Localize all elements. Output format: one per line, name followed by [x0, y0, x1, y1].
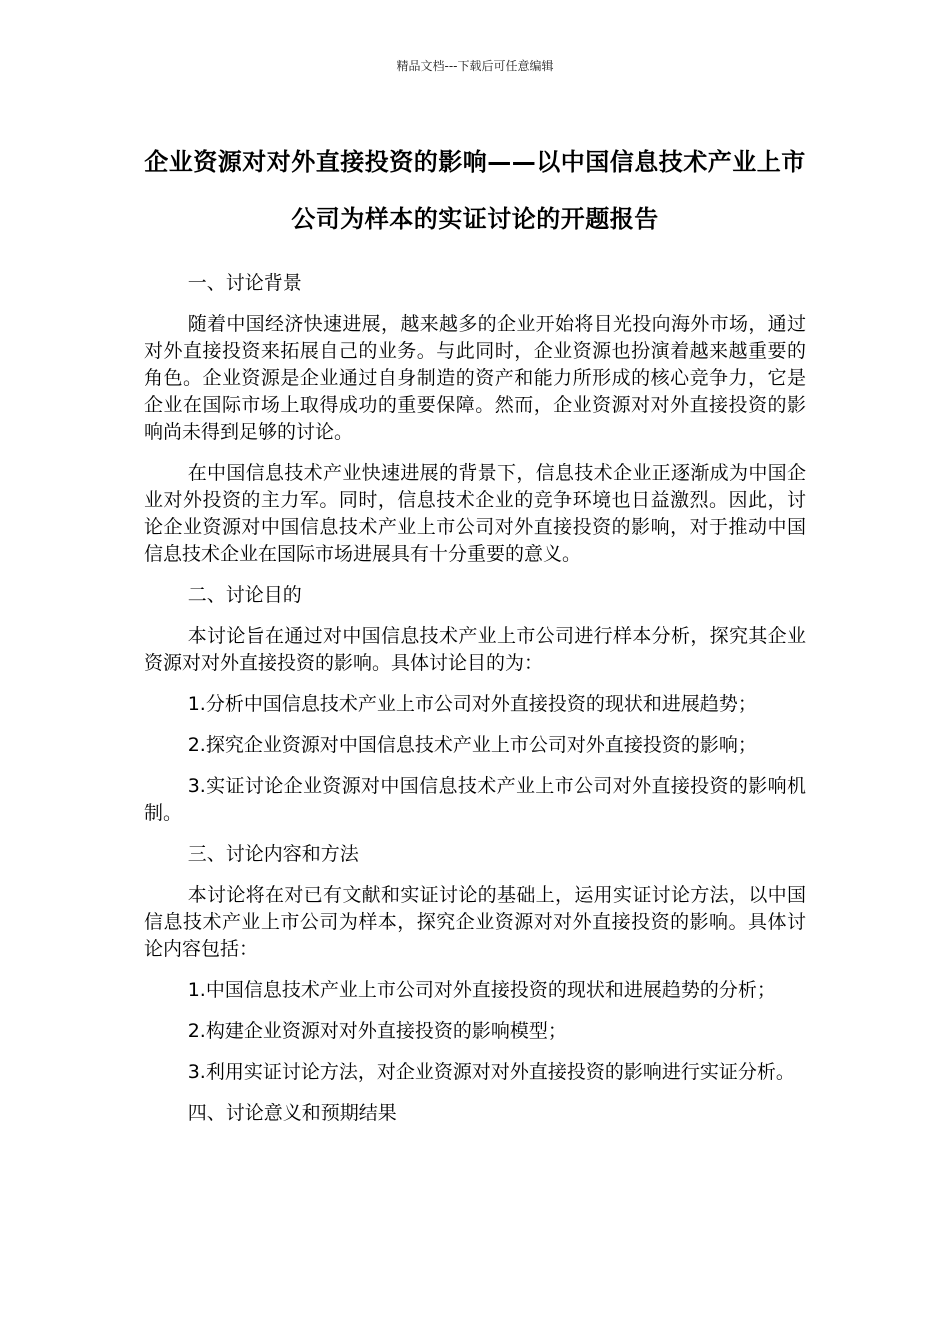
section-heading-significance: 四、讨论意义和预期结果 — [187, 1102, 397, 1124]
list-item: 3.利用实证讨论方法，对企业资源对对外直接投资的影响进行实证分析。 — [187, 1061, 795, 1083]
document-body — [144, 270, 806, 1127]
list-item: 3.实证讨论企业资源对中国信息技术产业上市公司对外直接投资的影响机制。 — [144, 775, 806, 824]
list-item: 1.中国信息技术产业上市公司对外直接投资的现状和进展趋势的分析； — [187, 979, 776, 1001]
list-item: 2.探究企业资源对中国信息技术产业上市公司对外直接投资的影响； — [187, 734, 757, 756]
section-heading-background: 一、讨论背景 — [187, 272, 302, 294]
document-title: 企业资源对对外直接投资的影响——以中国信息技术产业上市公司为样本的实证讨论的开题报告 — [144, 148, 806, 233]
list-item: 1.分析中国信息技术产业上市公司对外直接投资的现状和进展趋势； — [187, 693, 757, 715]
section-heading-purpose: 二、讨论目的 — [187, 584, 302, 606]
paragraph: 本讨论将在对已有文献和实证讨论的基础上，运用实证讨论方法，以中国信息技术产业上市公司为样本，探究企业资源对对外直接投资的影响。具体讨论内容包括： — [144, 884, 806, 960]
paragraph: 在中国信息技术产业快速进展的背景下，信息技术企业正逐渐成为中国企业对外投资的主力军。同时，信息技术企业的竞争环境也日益激烈。因此，讨论企业资源对中国信息技术产业上市公司对外直接投资的影响，对于推动中国信息技术企业在国际市场进展具有十分重要的意义。 — [144, 462, 806, 565]
paragraph: 随着中国经济快速进展，越来越多的企业开始将目光投向海外市场，通过对外直接投资来拓展自己的业务。与此同时，企业资源也扮演着越来越重要的角色。企业资源是企业通过自身制造的资产和能力所形成的核心竞争力，它是企业在国际市场上取得成功的重要保障。然而，企业资源对对外直接投资的影响尚未得到足够的讨论。 — [144, 313, 806, 443]
section-heading-content-method: 三、讨论内容和方法 — [187, 843, 359, 865]
paragraph: 本讨论旨在通过对中国信息技术产业上市公司进行样本分析，探究其企业资源对对外直接投资的影响。具体讨论目的为： — [144, 625, 806, 674]
list-item: 2.构建企业资源对对外直接投资的影响模型； — [187, 1020, 567, 1042]
header-note: 精品文档---下载后可任意编辑 — [396, 59, 554, 73]
